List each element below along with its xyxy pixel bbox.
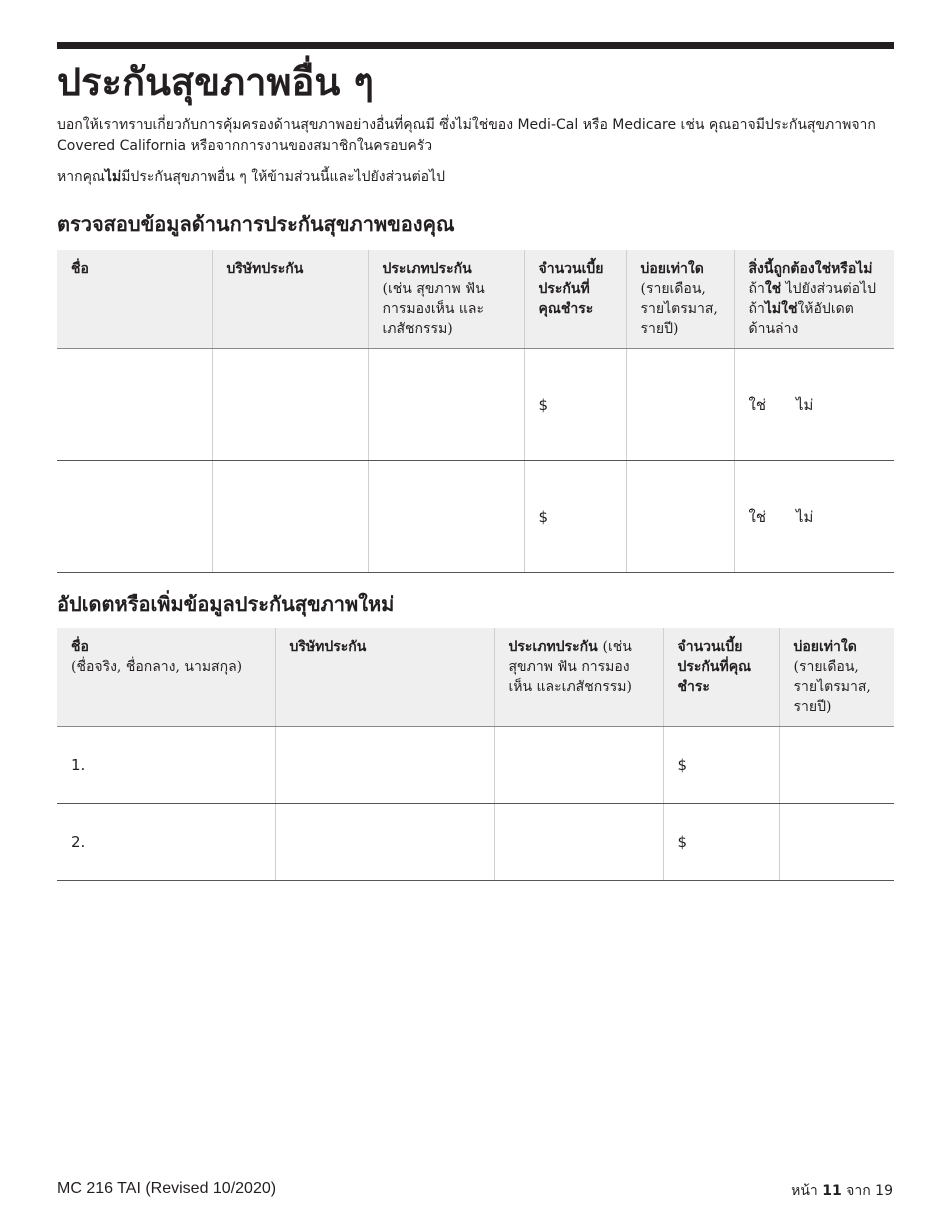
- update-header-row: [57, 628, 894, 727]
- correct-cell: [734, 349, 894, 461]
- yes-option[interactable]: ใช่: [748, 395, 767, 414]
- skip-prefix: หากคุณ: [57, 169, 105, 185]
- no-option[interactable]: ไม่: [796, 395, 814, 414]
- page-indicator: หน้า 11 จาก 19: [791, 1183, 893, 1199]
- skip-instruction: [57, 167, 877, 188]
- col-type-header: ประเภทประกัน (เช่น สุขภาพ ฟัน การมองเห็น และเภสัชกรรม): [494, 628, 663, 727]
- table-row: [57, 461, 894, 573]
- name-cell[interactable]: [57, 804, 275, 881]
- frequency-cell[interactable]: [779, 804, 894, 881]
- form-id: MC 216 TAI (Revised 10/2020): [57, 1180, 277, 1197]
- table-row: [57, 804, 894, 881]
- col-name-header: ชื่อ (ชื่อจริง, ชื่อกลาง, นามสกุล): [57, 628, 275, 727]
- amount-cell[interactable]: [524, 461, 626, 573]
- dollar-sign: $: [677, 833, 688, 851]
- frequency-cell[interactable]: [779, 727, 894, 804]
- dollar-sign: $: [538, 395, 549, 414]
- amount-cell[interactable]: [663, 804, 779, 881]
- col-company-header: บริษัทประกัน: [275, 628, 494, 727]
- company-cell[interactable]: [275, 727, 494, 804]
- frequency-cell[interactable]: [626, 461, 734, 573]
- type-cell[interactable]: [368, 349, 524, 461]
- table-row: [57, 727, 894, 804]
- intro-text: บอกให้เราทราบเกี่ยวกับการคุ้มครองด้านสุขภาพอย่างอื่นที่คุณมี ซึ่งไม่ใช่ของ Medi-Cal หรือ Medicare เช่น คุณอาจมีประกันสุขภาพจาก Covered California หรือจากการงานของสมาชิกในครอบครัว: [57, 117, 876, 154]
- col-company-header: บริษัทประกัน: [212, 250, 368, 349]
- amount-cell[interactable]: [663, 727, 779, 804]
- review-section-heading: ตรวจสอบข้อมูลด้านการประกันสุขภาพของคุณ: [57, 212, 455, 236]
- amount-cell[interactable]: [524, 349, 626, 461]
- col-frequency-header: บ่อยเท่าใด (รายเดือน, รายไตรมาส, รายปี): [779, 628, 894, 727]
- row-number: 1.: [71, 756, 86, 774]
- skip-suffix: มีประกันสุขภาพอื่น ๆ ให้ข้ามส่วนนี้และไปยังส่วนต่อไป: [121, 169, 446, 185]
- update-section-heading: อัปเดตหรือเพิ่มข้อมูลประกันสุขภาพใหม่: [57, 592, 395, 616]
- company-cell[interactable]: [212, 349, 368, 461]
- review-insurance-table: [57, 250, 894, 573]
- frequency-cell[interactable]: [626, 349, 734, 461]
- update-insurance-table: [57, 628, 894, 881]
- col-type-header: ประเภทประกัน (เช่น สุขภาพ ฟัน การมองเห็น และเภสัชกรรม): [368, 250, 524, 349]
- page-title: ประกันสุขภาพอื่น ๆ: [57, 59, 374, 104]
- name-cell[interactable]: [57, 727, 275, 804]
- dollar-sign: $: [677, 756, 688, 774]
- name-cell[interactable]: [57, 461, 212, 573]
- company-cell[interactable]: [275, 804, 494, 881]
- row-number: 2.: [71, 833, 86, 851]
- dollar-sign: $: [538, 507, 549, 526]
- type-cell[interactable]: [368, 461, 524, 573]
- col-correct-header: สิ่งนี้ถูกต้องใช่หรือไม่ ถ้าใช่ ไปยังส่วนต่อไป ถ้าไม่ใช่ให้อัปเดตด้านล่าง: [734, 250, 894, 349]
- col-amount-header: จำนวนเบี้ยประกันที่คุณชำระ: [524, 250, 626, 349]
- col-amount-header: จำนวนเบี้ยประกันที่คุณชำระ: [663, 628, 779, 727]
- col-name-header: ชื่อ: [57, 250, 212, 349]
- type-cell[interactable]: [494, 727, 663, 804]
- correct-cell: [734, 461, 894, 573]
- col-frequency-header: บ่อยเท่าใด (รายเดือน, รายไตรมาส, รายปี): [626, 250, 734, 349]
- table-row: [57, 349, 894, 461]
- name-cell[interactable]: [57, 349, 212, 461]
- no-option[interactable]: ไม่: [796, 507, 814, 526]
- skip-bold: ไม่: [104, 169, 122, 185]
- top-rule: [57, 42, 894, 49]
- review-header-row: [57, 250, 894, 349]
- type-cell[interactable]: [494, 804, 663, 881]
- company-cell[interactable]: [212, 461, 368, 573]
- yes-option[interactable]: ใช่: [748, 507, 767, 526]
